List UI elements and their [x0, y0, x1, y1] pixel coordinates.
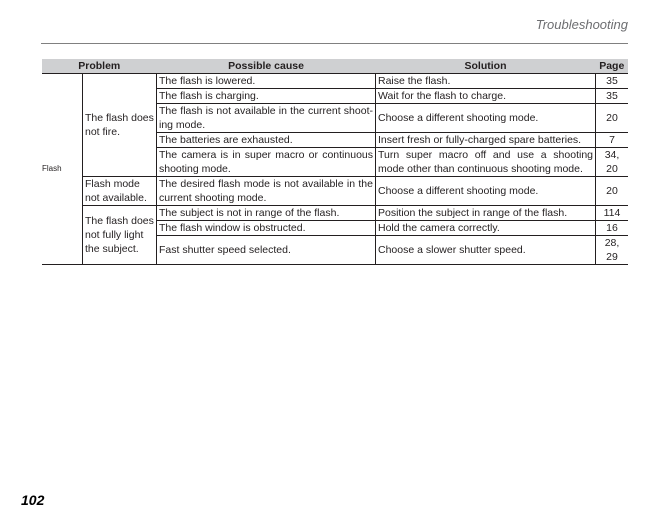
problem-cell: The flash does not fully light the subject.: [83, 206, 157, 265]
solution-cell: Position the subject in range of the flash.: [376, 206, 596, 221]
cause-cell: The subject is not in range of the flash.: [157, 206, 376, 221]
problem-cell: The flash does not fire.: [83, 74, 157, 177]
column-header-solution: Solution: [376, 59, 596, 74]
page-cell: 35: [596, 74, 629, 89]
cause-cell: The flash window is obstructed.: [157, 221, 376, 236]
page-cell: 20: [596, 104, 629, 133]
solution-cell: Wait for the flash to charge.: [376, 89, 596, 104]
cause-cell: The batteries are exhausted.: [157, 133, 376, 148]
solution-cell: Insert fresh or fully-charged spare batteries.: [376, 133, 596, 148]
group-label-flash: Flash: [42, 74, 83, 265]
column-header-cause: Possible cause: [157, 59, 376, 74]
solution-cell: Choose a different shooting mode.: [376, 177, 596, 206]
table-header-row: [42, 59, 628, 74]
page-cell: 20: [596, 177, 629, 206]
page-cell: 16: [596, 221, 629, 236]
cause-cell: The flash is not available in the current shoot-ing mode.: [157, 104, 376, 133]
cause-cell: The desired flash mode is not available in the current shooting mode.: [157, 177, 376, 206]
column-header-problem: Problem: [42, 59, 157, 74]
page-cell: 114: [596, 206, 629, 221]
header-rule: [41, 43, 628, 44]
solution-cell: Hold the camera correctly.: [376, 221, 596, 236]
troubleshooting-table: [42, 59, 628, 265]
solution-cell: Raise the flash.: [376, 74, 596, 89]
solution-cell: Choose a slower shutter speed.: [376, 236, 596, 265]
page-cell: 28, 29: [596, 236, 629, 265]
page-cell: 34, 20: [596, 148, 629, 177]
cause-cell: The flash is charging.: [157, 89, 376, 104]
solution-cell: Choose a different shooting mode.: [376, 104, 596, 133]
page-cell: 7: [596, 133, 629, 148]
table-row: [42, 177, 628, 206]
table-row: [42, 206, 628, 221]
problem-cell: Flash mode not available.: [83, 177, 157, 206]
page-cell: 35: [596, 89, 629, 104]
table-row: [42, 74, 628, 89]
section-title: Troubleshooting: [535, 17, 628, 32]
solution-cell: Turn super macro off and use a shooting mode other than continuous shooting mode.: [376, 148, 596, 177]
column-header-page: Page: [596, 59, 629, 74]
cause-cell: The camera is in super macro or continuous shooting mode.: [157, 148, 376, 177]
cause-cell: Fast shutter speed selected.: [157, 236, 376, 265]
page-number: 102: [21, 492, 45, 508]
cause-cell: The flash is lowered.: [157, 74, 376, 89]
